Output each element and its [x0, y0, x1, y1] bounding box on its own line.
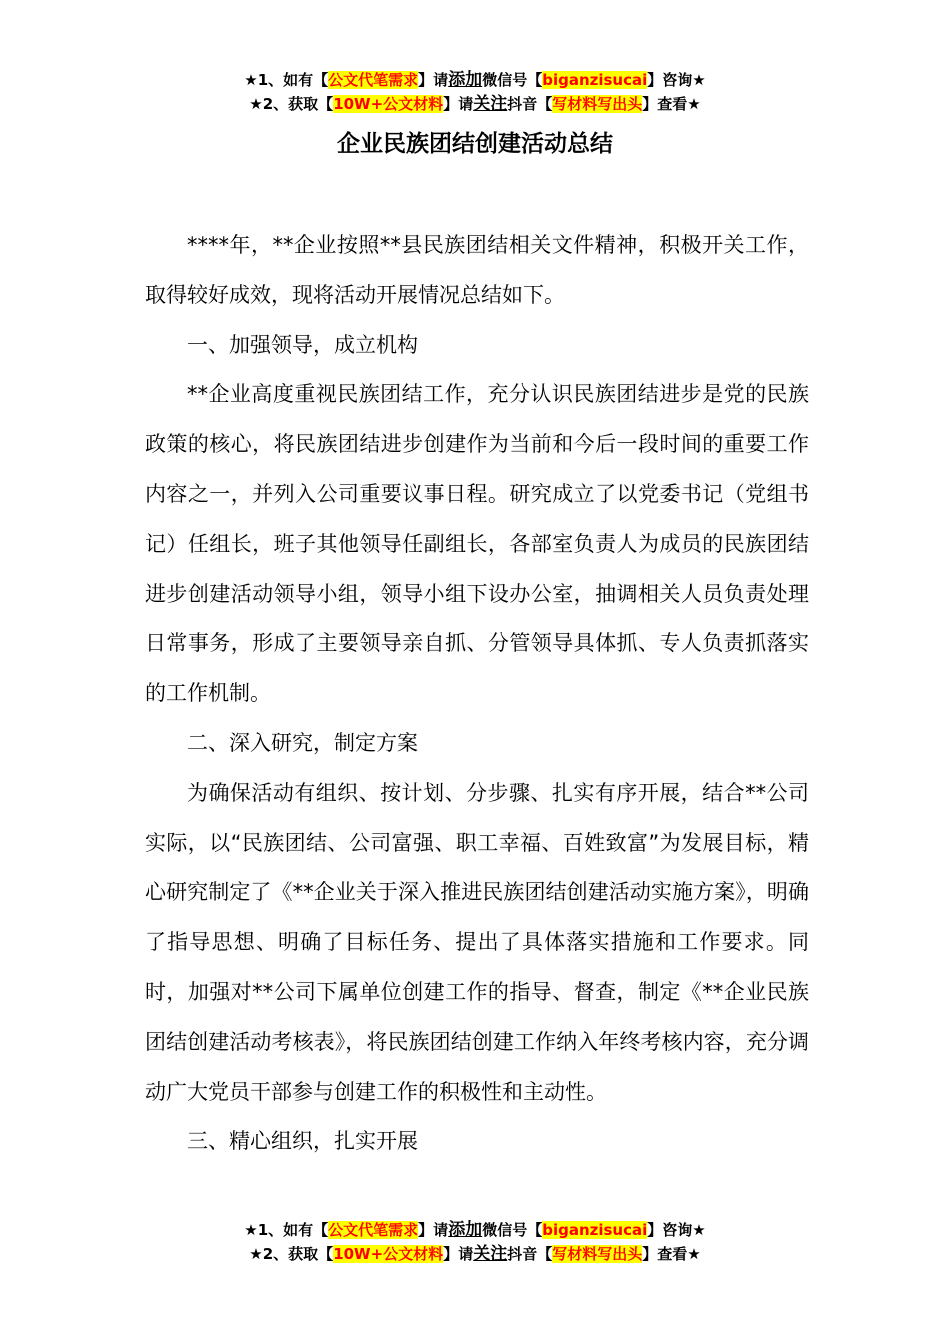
document-body — [145, 221, 809, 1167]
banner-emphasis: 添加 — [448, 1220, 483, 1240]
banner-line-1 — [0, 1218, 950, 1242]
banner-text: 微信号【 — [482, 71, 543, 89]
banner-text: 】请 — [443, 95, 474, 113]
body-paragraph: **企业高度重视民族团结工作，充分认识民族团结进步是党的民族政策的核心，将民族团结进步创建作为当前和今后一段时间的重要工作内容之一，并列入公司重要议事日程。研究成立了以党委书记（党组书记）任组长，班子其他领导任副组长，各部室负责人为成员的民族团结进步创建活动领导小组，领导小组下设办公室，抽调相关人员负责处理日常事务，形成了主要领导亲自抓、分管领导具体抓、专人负责抓落实的工作机制。 — [145, 382, 809, 706]
banner-highlight: 公文代笔需求 — [328, 71, 419, 89]
banner-highlight: 10W+公文材料 — [333, 95, 444, 113]
banner-text: 微信号【 — [482, 1221, 543, 1239]
banner-text: 】查看★ — [642, 95, 701, 113]
section-heading: 一、加强领导，成立机构 — [187, 332, 418, 357]
section-heading: 三、精心组织，扎实开展 — [187, 1129, 418, 1154]
body-paragraph: 为确保活动有组织、按计划、分步骤、扎实有序开展，结合**公司实际，以“民族团结、公司富强、职工幸福、百姓致富”为发展目标，精心研究制定了《**企业关于深入推进民族团结创建活动实施方案》，明确了指导思想、明确了目标任务、提出了具体落实措施和工作要求。同时，加强对**公司下属单位创建工作的指导、督查，制定《**企业民族团结创建活动考核表》，将民族团结创建工作纳入年终考核内容，充分调动广大党员干部参与创建工作的积极性和主动性。 — [145, 780, 809, 1104]
banner-highlight: 10W+公文材料 — [333, 1245, 444, 1263]
banner-text: 】请 — [418, 1221, 449, 1239]
banner-text: ★1、如有【 — [244, 71, 329, 89]
banner-highlight: biganzisucai — [542, 1221, 648, 1239]
banner-line-2 — [0, 1242, 950, 1266]
banner-line-1 — [0, 68, 950, 92]
document-title: 企业民族团结创建活动总结 — [337, 131, 613, 157]
banner-line-2 — [0, 92, 950, 116]
banner-text: 】咨询★ — [647, 1221, 706, 1239]
banner-text: ★2、获取【 — [249, 95, 334, 113]
banner-text: ★2、获取【 — [249, 1245, 334, 1263]
header-banner — [0, 68, 950, 116]
banner-emphasis: 关注 — [473, 1244, 508, 1264]
banner-text: 抖音【 — [507, 95, 553, 113]
intro-paragraph: ****年，**企业按照**县民族团结相关文件精神，积极开关工作，取得较好成效，现将活动开展情况总结如下。 — [145, 233, 809, 307]
footer-banner — [0, 1218, 950, 1266]
banner-highlight: 写材料写出头 — [552, 1245, 643, 1263]
banner-highlight: 公文代笔需求 — [328, 1221, 419, 1239]
banner-text: 】请 — [418, 71, 449, 89]
section-heading: 二、深入研究，制定方案 — [187, 730, 418, 755]
banner-text: 】查看★ — [642, 1245, 701, 1263]
banner-text: 】请 — [443, 1245, 474, 1263]
banner-text: ★1、如有【 — [244, 1221, 329, 1239]
banner-highlight: biganzisucai — [542, 71, 648, 89]
banner-text: 抖音【 — [507, 1245, 553, 1263]
banner-text: 】咨询★ — [647, 71, 706, 89]
banner-emphasis: 关注 — [473, 94, 508, 114]
banner-emphasis: 添加 — [448, 70, 483, 90]
banner-highlight: 写材料写出头 — [552, 95, 643, 113]
